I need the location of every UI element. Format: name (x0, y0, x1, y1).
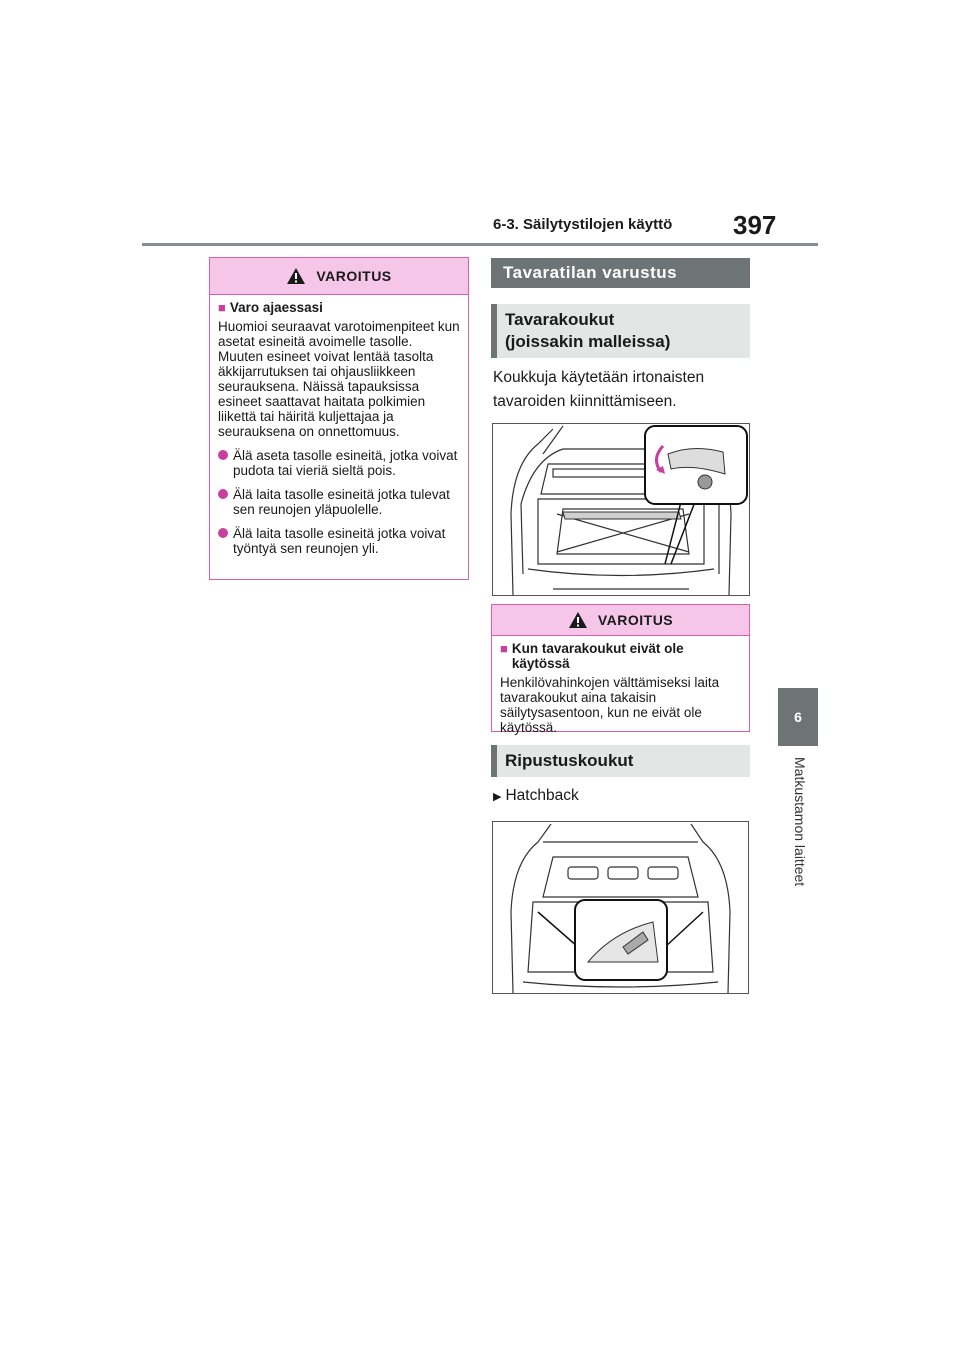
warning-heading: Varo ajaessasi (229, 300, 323, 315)
warning-text: Henkilövahinkojen välttämiseksi laita tavarakoukut aina takaisin säilytysasentoon, kun ne eivät ole käytössä. (500, 675, 720, 735)
section-title: 6-3. Säilytystilojen käyttö (493, 216, 673, 233)
warning-bullet: Älä laita tasolle esineitä jotka voivat työntyä sen reunojen yli. (233, 526, 446, 556)
description-line: tavaroiden kiinnittämiseen. (493, 393, 677, 410)
subsection-heading-hooks (491, 304, 750, 358)
square-bullet-icon: ■ (218, 300, 226, 315)
description-line: Koukkuja käytetään irtonaisten (493, 369, 705, 386)
chapter-label: Matkustamon laitteet (792, 757, 808, 887)
warning-heading: Kun tavarakoukut eivät ole käytössä (511, 641, 684, 671)
cargo-hooks-illustration (492, 423, 750, 596)
round-bullet-icon (218, 489, 228, 499)
trunk-drawing (493, 424, 749, 595)
square-bullet-icon: ■ (500, 641, 508, 656)
hatchback-label (493, 784, 579, 809)
warning-bullet: Älä aseta tasolle esineitä, jotka voivat pudota tai vieriä sieltä pois. (233, 448, 458, 478)
subsection-title-line: Tavarakoukut (505, 310, 615, 329)
warning-triangle-icon (568, 611, 588, 629)
chapter-tab[interactable]: 6 (778, 688, 818, 746)
warning-title: VAROITUS (316, 268, 392, 284)
section-heading: Tavaratilan varustus (491, 258, 750, 288)
warning-triangle-icon (286, 267, 306, 285)
hanger-hooks-illustration (492, 821, 749, 994)
round-bullet-icon (218, 450, 228, 460)
triangle-pointer-icon: ▶ (493, 791, 502, 803)
warning-box-left (209, 257, 469, 580)
warning-box-right (491, 604, 750, 735)
warning-header (210, 258, 468, 295)
variant-label: Hatchback (505, 787, 579, 804)
warning-bullet: Älä laita tasolle esineitä jotka tulevat sen reunojen yläpuolelle. (233, 487, 450, 517)
warning-title: VAROITUS (597, 612, 674, 628)
header-rule (142, 243, 818, 246)
subsection-title-line: (joissakin malleissa) (505, 332, 671, 351)
page-number: 397 (733, 210, 777, 240)
warning-text: Huomioi seuraavat varotoimenpiteet kun asetat esineitä avoimelle tasolle. Muuten esineet voivat lentää tasolta äkkijarrutuksen tai ohjausliikkeen seurauksena. Näissä tapauksissa esineet saattavat haitata polkimien liikettä tai häiritä kuljettajaa ja seurauksena on onnettomuus. (218, 319, 460, 439)
round-bullet-icon (218, 528, 228, 538)
hooks-description (493, 366, 753, 414)
subsection-heading-hangers: Ripustuskoukut (491, 745, 750, 777)
warning-header (492, 605, 749, 636)
trunk-drawing (493, 822, 748, 993)
